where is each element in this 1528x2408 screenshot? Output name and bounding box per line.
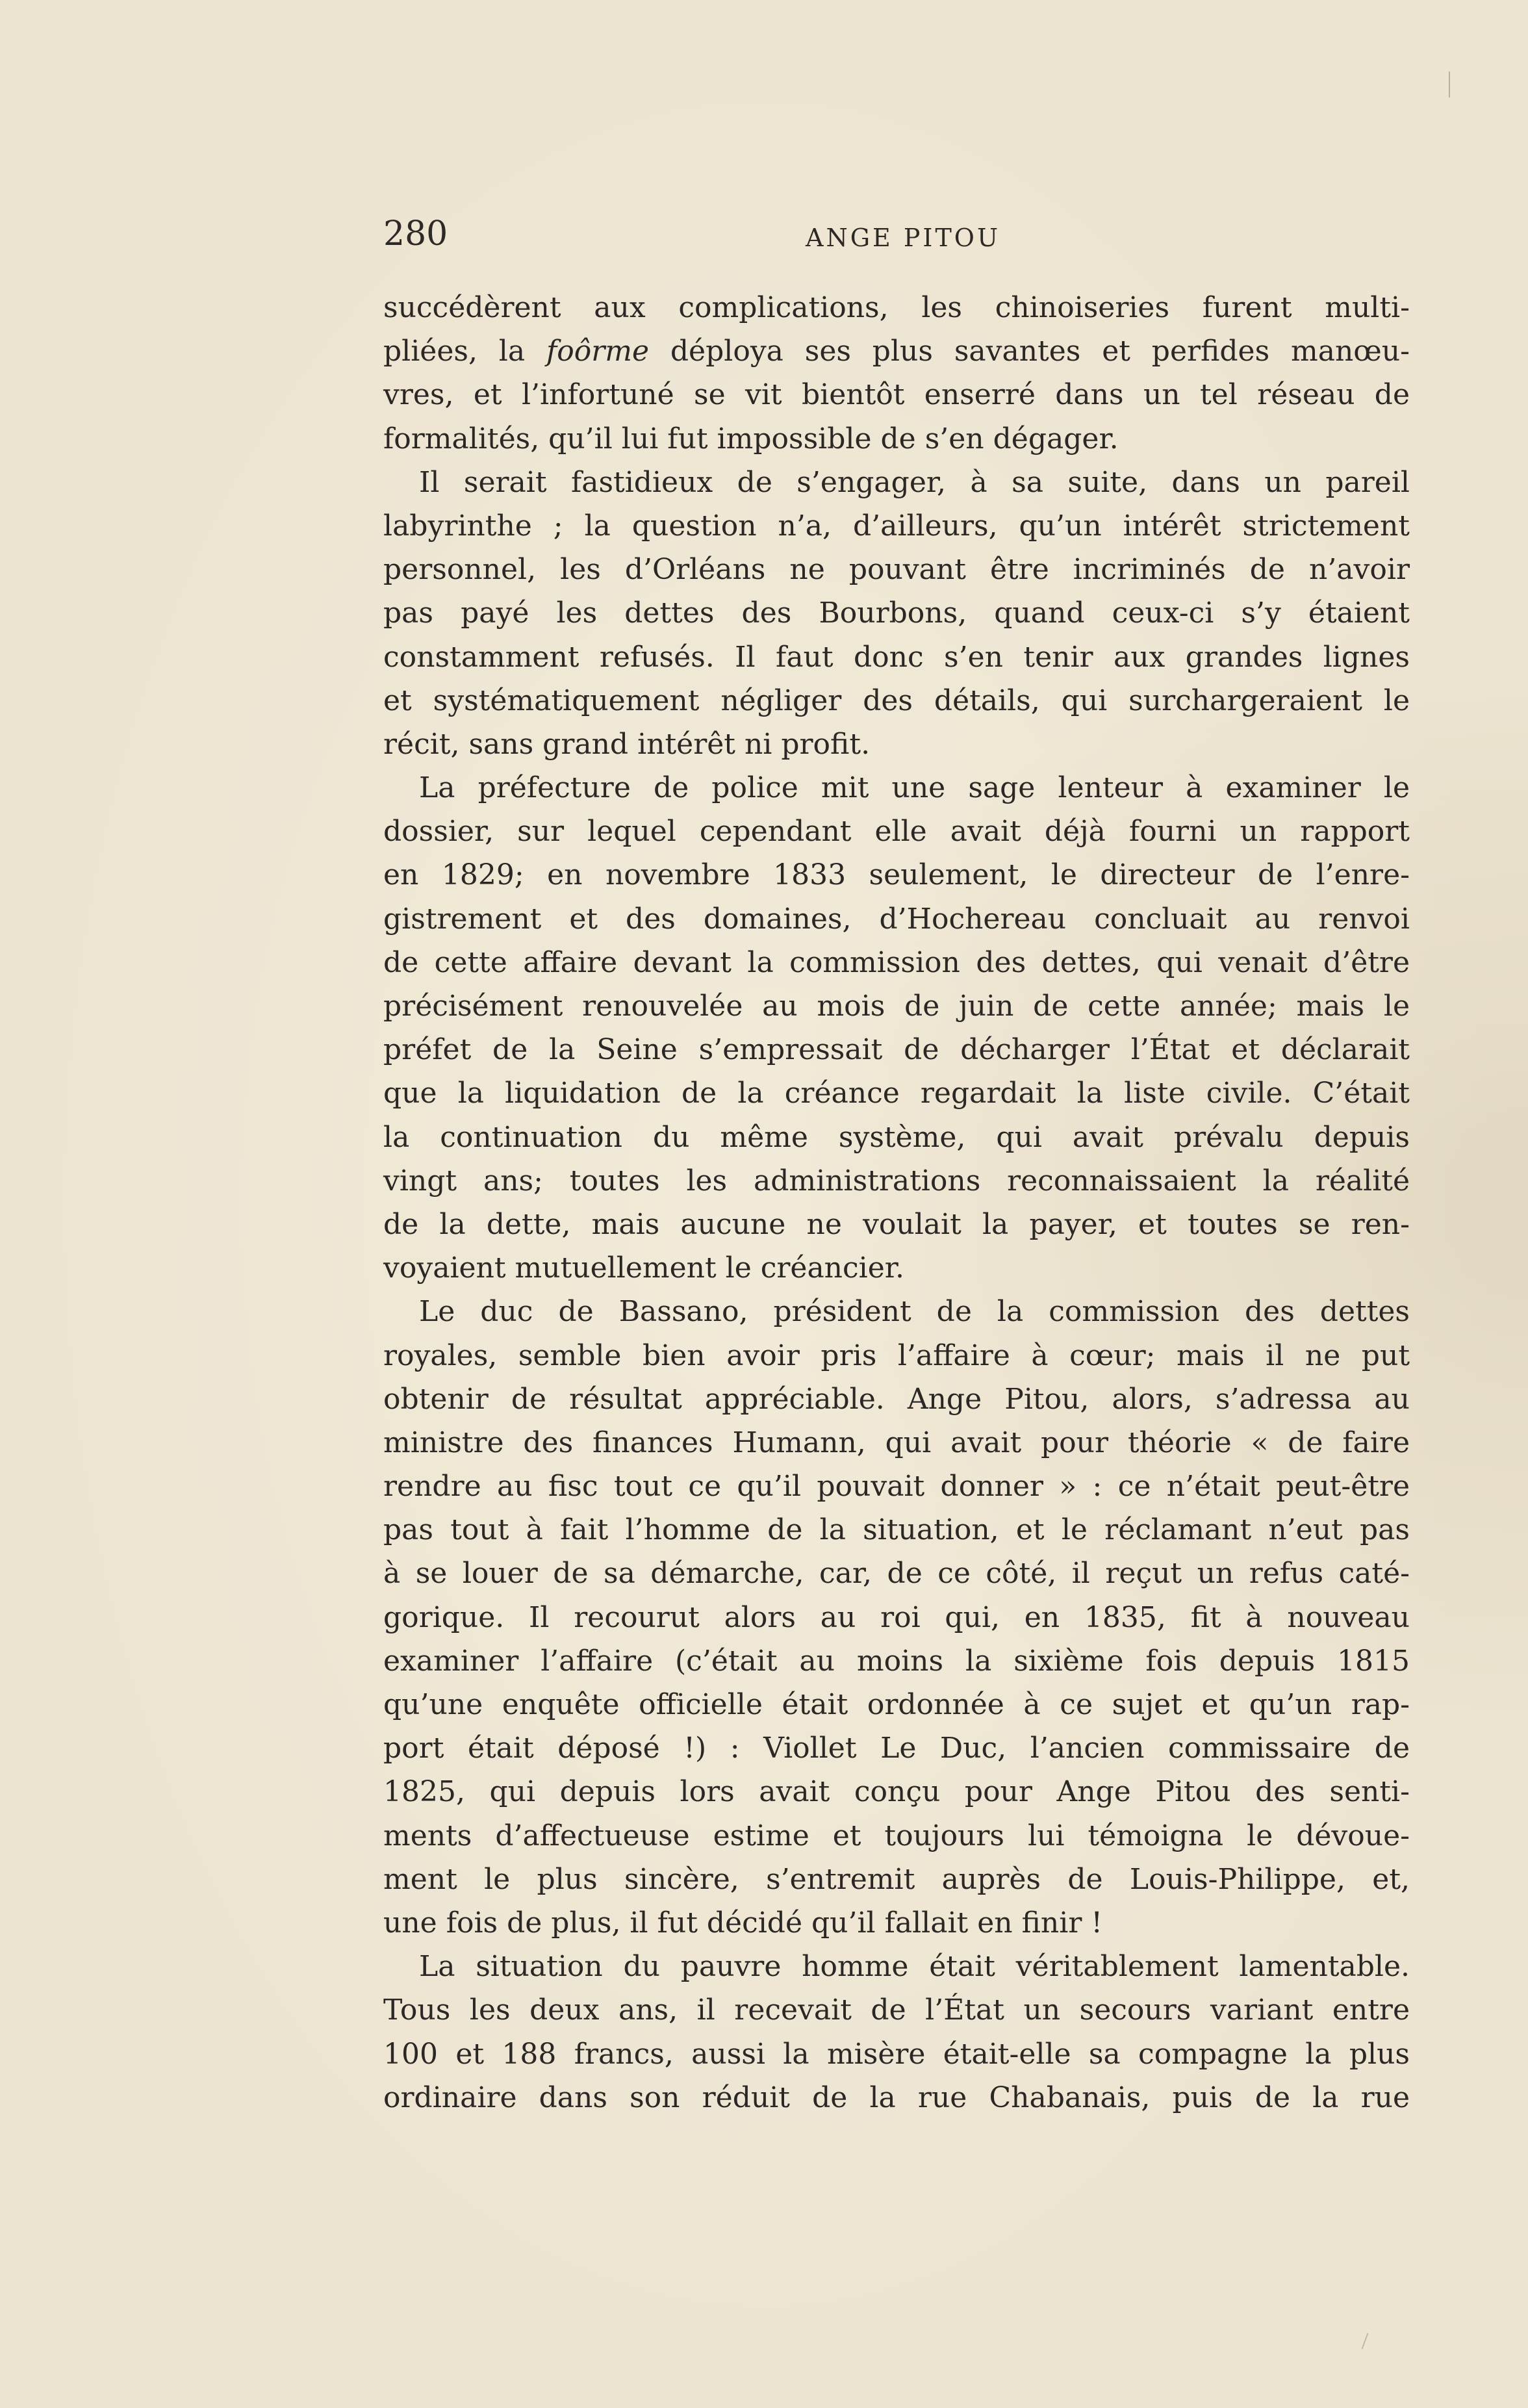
text-line: et systématiquement négliger des détails, qui surchargeraient le <box>383 684 1410 717</box>
text-line: préfet de la Seine s’empressait de décharger l’État et déclarait <box>383 1033 1410 1067</box>
text-line: vingt ans; toutes les administrations reconnaissaient la réalité <box>383 1164 1410 1198</box>
text-line: labyrinthe ; la question n’a, d’ailleurs, qu’un intérêt strictement <box>383 509 1410 543</box>
text-line: la continuation du même système, qui avait prévalu depuis <box>383 1120 1410 1154</box>
text-line: que la liquidation de la créance regardait la liste civile. C’était <box>383 1077 1410 1110</box>
text-line: ordinaire dans son réduit de la rue Chabanais, puis de la rue <box>383 2081 1410 2114</box>
text-line: Il serait fastidieux de s’engager, à sa suite, dans un pareil <box>419 465 1410 499</box>
text-line: obtenir de résultat appréciable. Ange Pitou, alors, s’adressa au <box>383 1382 1410 1416</box>
text-line: Le duc de Bassano, président de la commission des dettes <box>419 1295 1410 1329</box>
text-line: voyaient mutuellement le créancier. <box>383 1251 904 1285</box>
text-line: vres, et l’infortuné se vit bientôt enserré dans un tel réseau de <box>383 378 1410 412</box>
text-line: en 1829; en novembre 1833 seulement, le directeur de l’enre- <box>383 858 1410 892</box>
body-text <box>383 286 1410 2120</box>
page-header <box>383 214 1442 253</box>
text-line: ment le plus sincère, s’entremit auprès de Louis-Philippe, et, <box>383 1862 1410 1896</box>
text-segment: pliées, la <box>383 335 546 368</box>
text-line: ministre des finances Humann, qui avait pour théorie « de faire <box>383 1426 1410 1459</box>
text-line: succédèrent aux complications, les chinoiseries furent multi- <box>383 291 1410 324</box>
text-line: à se louer de sa démarche, car, de ce côté, il reçut un refus caté- <box>383 1557 1410 1591</box>
text-line: port était déposé !) : Viollet Le Duc, l’ancien commissaire de <box>383 1732 1410 1765</box>
text-line: La situation du pauvre homme était véritablement lamentable. <box>419 1950 1410 1984</box>
text-line: 1825, qui depuis lors avait conçu pour Ange Pitou des senti- <box>383 1775 1410 1809</box>
text-line: rendre au fisc tout ce qu’il pouvait donner » : ce n’était peut-être <box>383 1470 1410 1504</box>
text-line: de la dette, mais aucune ne voulait la payer, et toutes se ren- <box>383 1207 1410 1241</box>
italic-term: foôrme <box>546 335 650 368</box>
text-line: gorique. Il recourut alors au roi qui, en 1835, fit à nouveau <box>383 1600 1410 1634</box>
text-line <box>383 329 1410 373</box>
text-line: ments d’affectueuse estime et toujours lui témoigna le dévoue- <box>383 1819 1410 1852</box>
text-line: dossier, sur lequel cependant elle avait déjà fourni un rapport <box>383 815 1410 849</box>
text-line: 100 et 188 francs, aussi la misère était-elle sa compagne la plus <box>383 2037 1410 2071</box>
text-line: royales, semble bien avoir pris l’affaire à cœur; mais il ne put <box>383 1338 1410 1372</box>
text-line: personnel, les d’Orléans ne pouvant être incriminés de n’avoir <box>383 553 1410 587</box>
text-line: pas tout à fait l’homme de la situation, et le réclamant n’eut pas <box>383 1513 1410 1547</box>
scan-mark <box>1449 71 1450 97</box>
text-line: une fois de plus, il fut décidé qu’il fallait en finir ! <box>383 1906 1103 1940</box>
text-line: précisément renouvelée au mois de juin de cette année; mais le <box>383 990 1410 1023</box>
text-line: constamment refusés. Il faut donc s’en tenir aux grandes lignes <box>383 640 1410 674</box>
text-line: pas payé les dettes des Bourbons, quand ceux-ci s’y étaient <box>383 596 1410 630</box>
text-line: gistrement et des domaines, d’Hochereau concluait au renvoi <box>383 902 1410 936</box>
text-line: examiner l’affaire (c’était au moins la sixième fois depuis 1815 <box>383 1644 1410 1678</box>
text-line: formalités, qu’il lui fut impossible de s’en dégager. <box>383 422 1119 455</box>
text-line: Tous les deux ans, il recevait de l’État un secours variant entre <box>383 1993 1410 2027</box>
text-segment: déploya ses plus savantes et perfides manœu- <box>649 335 1410 368</box>
text-line: récit, sans grand intérêt ni profit. <box>383 727 871 761</box>
text-line: La préfecture de police mit une sage lenteur à examiner le <box>419 771 1410 805</box>
text-line: de cette affaire devant la commission des dettes, qui venait d’être <box>383 945 1410 979</box>
page-number: 280 <box>383 214 448 253</box>
running-title: ANGE PITOU <box>806 224 1000 252</box>
scan-mark <box>1362 2333 1369 2349</box>
text-line: qu’une enquête officielle était ordonnée à ce sujet et qu’un rap- <box>383 1688 1410 1721</box>
